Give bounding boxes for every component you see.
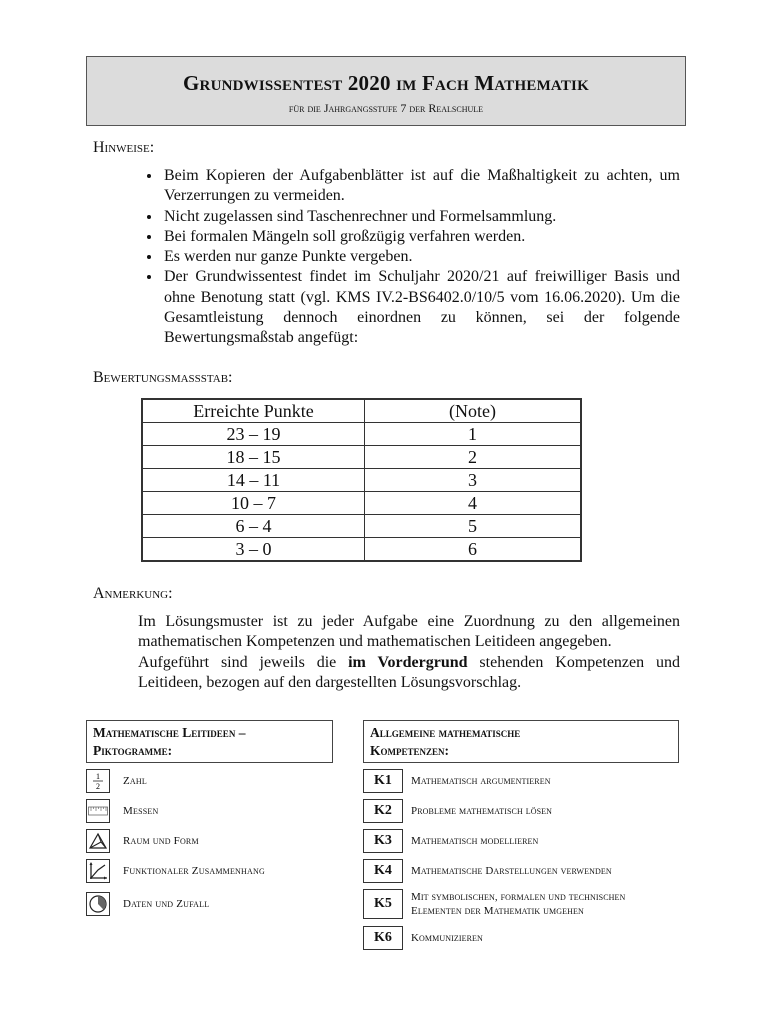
kompetenzen-heading-box — [363, 720, 679, 763]
table-row — [142, 446, 581, 469]
points-cell: 6 – 4 — [142, 515, 365, 538]
function-graph-icon — [86, 859, 110, 883]
grade-cell: 2 — [365, 446, 582, 469]
column-header-grade: (Note) — [365, 399, 582, 423]
kompetenz-code: K3 — [363, 829, 403, 853]
hint-item: • Nicht zugelassen sind Taschenrechner und Formelsammlung. — [162, 207, 680, 227]
table-row — [142, 492, 581, 515]
leitidee-messen — [86, 799, 158, 823]
kompetenz-row — [363, 829, 538, 853]
remark-heading: Anmerkung: — [93, 585, 173, 602]
kompetenz-row — [363, 926, 483, 950]
points-cell: 23 – 19 — [142, 423, 365, 446]
pie-chart-icon — [86, 892, 110, 916]
kompetenz-code: K5 — [363, 889, 403, 919]
kompetenz-code: K1 — [363, 769, 403, 793]
grading-heading-text: Bewertungsmaßstab: — [93, 369, 233, 386]
remark-text — [138, 612, 680, 693]
kompetenzen-heading-line: Kompetenzen: — [370, 743, 450, 758]
kompetenz-label: Mathematisch argumentieren — [411, 775, 551, 787]
leitideen-heading-line: Mathematische Leitideen – — [93, 725, 246, 740]
leitidee-raum-und-form — [86, 829, 199, 853]
title-box — [86, 56, 686, 126]
hint-item: • Beim Kopieren der Aufgabenblätter ist auf die Maßhaltigkeit zu achten, um Verzerrungen zu vermeiden. — [162, 166, 680, 207]
leitideen-heading-line: Piktogramme: — [93, 743, 173, 758]
kompetenz-label: Probleme mathematisch lösen — [411, 805, 552, 817]
kompetenzen-heading-line: Allgemeine mathematische — [370, 725, 521, 740]
kompetenz-label: Mathematische Darstellungen verwenden — [411, 865, 612, 877]
column-header-points: Erreichte Punkte — [142, 399, 365, 423]
remark-paragraph: Im Lösungsmuster ist zu jeder Aufgabe eine Zuordnung zu den allgemeinen mathematischen Kompetenzen und mathematischen Leitideen angegeben. — [138, 613, 680, 651]
table-header-row — [142, 399, 581, 423]
grading-table — [141, 398, 582, 562]
leitidee-label: Zahl — [123, 775, 147, 787]
kompetenz-label — [411, 890, 625, 918]
kompetenz-code: K6 — [363, 926, 403, 950]
kompetenz-row — [363, 889, 625, 919]
kompetenz-row — [363, 769, 551, 793]
leitidee-label: Messen — [123, 805, 159, 817]
grading-heading — [93, 369, 232, 387]
page-title: Grundwissentest 2020 im Fach Mathematik — [183, 71, 589, 95]
geometry-icon — [86, 829, 110, 853]
kompetenz-code: K4 — [363, 859, 403, 883]
grade-cell: 1 — [365, 423, 582, 446]
leitidee-label: Daten und Zufall — [123, 898, 210, 910]
page-subtitle: für die Jahrgangsstufe 7 der Realschule — [288, 101, 484, 115]
svg-text:2: 2 — [96, 782, 100, 791]
points-cell: 14 – 11 — [142, 469, 365, 492]
points-cell: 10 – 7 — [142, 492, 365, 515]
svg-text:1: 1 — [96, 772, 100, 781]
remark-emphasis: im Vordergrund — [348, 653, 468, 671]
hints-list — [140, 166, 680, 349]
table-row — [142, 423, 581, 446]
leitidee-label: Raum und Form — [123, 835, 199, 847]
leitidee-zahl — [86, 769, 147, 793]
hint-item: • Bei formalen Mängeln soll großzügig verfahren werden. — [162, 227, 680, 247]
kompetenz-label-line: Elementen der Mathematik umgehen — [411, 905, 584, 917]
leitidee-daten-und-zufall — [86, 892, 209, 916]
kompetenz-label-line: Mit symbolischen, formalen und technischen — [411, 891, 626, 903]
table-row — [142, 515, 581, 538]
table-row — [142, 538, 581, 562]
hints-heading: Hinweise: — [93, 139, 155, 156]
kompetenz-code: K2 — [363, 799, 403, 823]
leitideen-heading-box — [86, 720, 333, 763]
leitidee-funktionaler-zusammenhang — [86, 859, 265, 883]
hint-item: • Der Grundwissentest findet im Schuljahr 2020/21 auf freiwilliger Basis und ohne Benotung statt (vgl. KMS IV.2-BS6402.0/10/5 vom 16.06.2020). Um die Gesamtleistung dennoch einordnen zu können, sei der folgende Bewertungsmaßstab angefügt: — [162, 267, 680, 348]
points-cell: 18 – 15 — [142, 446, 365, 469]
remark-text-part: Aufgeführt sind jeweils die — [138, 653, 349, 671]
remark-paragraph — [138, 653, 680, 694]
grade-cell: 4 — [365, 492, 582, 515]
grade-cell: 5 — [365, 515, 582, 538]
kompetenz-row — [363, 859, 612, 883]
kompetenz-label: Mathematisch modellieren — [411, 835, 539, 847]
ruler-icon — [86, 799, 110, 823]
remark-text-part: stehenden Kompetenzen und Leitideen, bezogen auf den dargestellten Lösungsvorschlag. — [138, 653, 681, 691]
kompetenz-row — [363, 799, 552, 823]
grade-cell: 6 — [365, 538, 582, 562]
fraction-icon — [86, 769, 110, 793]
table-row — [142, 469, 581, 492]
leitidee-label: Funktionaler Zusammenhang — [123, 865, 265, 877]
grade-cell: 3 — [365, 469, 582, 492]
points-cell: 3 – 0 — [142, 538, 365, 562]
hint-item: • Es werden nur ganze Punkte vergeben. — [162, 247, 680, 267]
kompetenz-label: Kommunizieren — [411, 932, 483, 944]
